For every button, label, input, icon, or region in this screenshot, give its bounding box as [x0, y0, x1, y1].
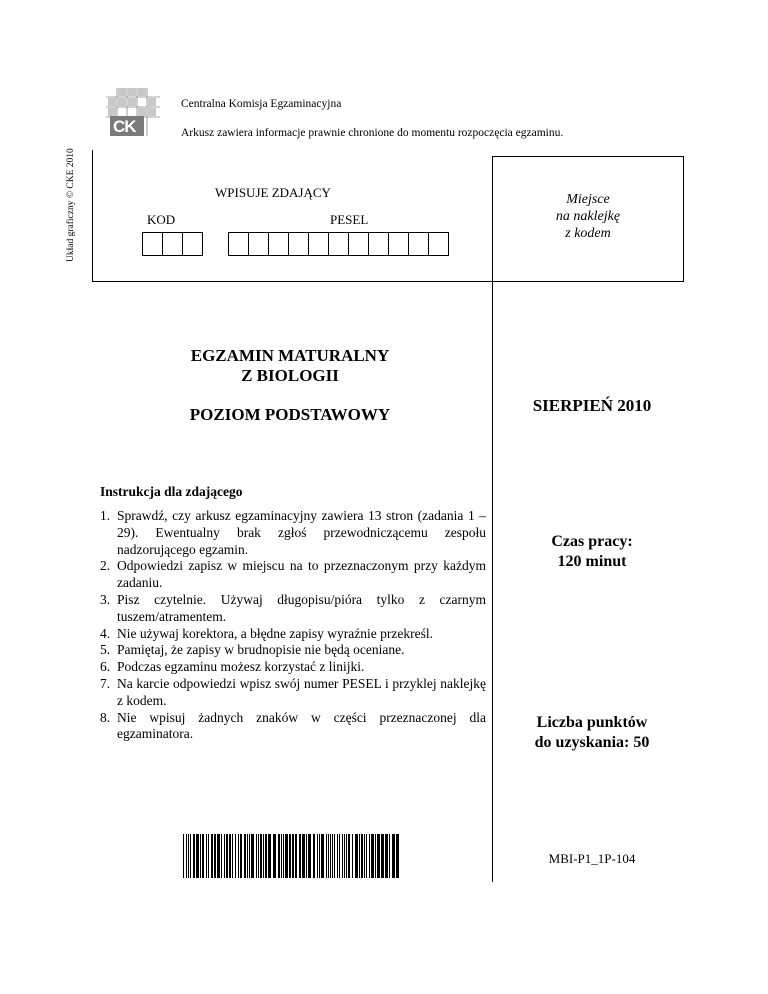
exam-time: Czas pracy: 120 minut: [551, 533, 633, 570]
pesel-box[interactable]: [288, 232, 309, 256]
pesel-box[interactable]: [248, 232, 269, 256]
exam-level: POZIOM PODSTAWOWY: [189, 405, 391, 424]
pesel-box[interactable]: [368, 232, 389, 256]
pesel-box[interactable]: [388, 232, 409, 256]
instruction-item: 1. Sprawdź, czy arkusz egzaminacyjny zawiera 13 stron (zadania 1 – 29). Ewentualny brak zgłoś przewodniczącemu zespołu nadzorującego egzamin.: [100, 508, 486, 557]
candidate-heading: WPISUJE ZDAJĄCY: [215, 185, 331, 200]
column-divider: [492, 282, 493, 882]
barcode: [183, 834, 399, 878]
exam-code: MBI-P1_1P-104: [548, 851, 636, 866]
kod-box[interactable]: [182, 232, 203, 256]
header-divider: [92, 281, 684, 282]
instruction-item: 7. Na karcie odpowiedzi wpisz swój numer PESEL i przyklej naklejkę z kodem.: [100, 675, 486, 708]
sticker-label: Miejsce na naklejkę z kodem: [555, 192, 621, 241]
instructions-heading: Instrukcja dla zdającego: [100, 484, 243, 499]
pesel-box[interactable]: [268, 232, 289, 256]
instruction-item: 6. Podczas egzaminu możesz korzystać z linijki.: [100, 659, 365, 675]
left-divider: [92, 150, 93, 282]
kod-label: KOD: [147, 212, 176, 227]
instruction-item: 5. Pamiętaj, że zapisy w brudnopisie nie będą oceniane.: [100, 642, 405, 658]
pesel-box[interactable]: [408, 232, 429, 256]
pesel-box[interactable]: [328, 232, 349, 256]
confidentiality-notice: Arkusz zawiera informacje prawnie chronione do momentu rozpoczęcia egzaminu.: [181, 127, 564, 139]
exam-points: Liczba punktów do uzyskania: 50: [534, 714, 650, 751]
side-copyright: Układ graficzny © CKE 2010: [66, 148, 76, 262]
instruction-item: 8. Nie wpisuj żadnych znaków w części przeznaczonej dla egzaminatora.: [100, 709, 486, 742]
exam-session: SIERPIEŃ 2010: [532, 396, 652, 415]
pesel-box[interactable]: [308, 232, 329, 256]
cke-logo: [104, 86, 162, 138]
instructions-list: [100, 508, 486, 743]
pesel-box[interactable]: [348, 232, 369, 256]
pesel-label: PESEL: [330, 212, 369, 227]
institution-name: Centralna Komisja Egzaminacyjna: [181, 98, 342, 110]
exam-title: EGZAMIN MATURALNY Z BIOLOGII: [190, 346, 390, 385]
kod-box[interactable]: [162, 232, 183, 256]
kod-field[interactable]: [143, 232, 203, 256]
pesel-box[interactable]: [228, 232, 249, 256]
pesel-box[interactable]: [428, 232, 449, 256]
instruction-item: 4. Nie używaj korektora, a błędne zapisy wyraźnie przekreśl.: [100, 625, 433, 641]
logo-text: CK: [113, 117, 136, 136]
instruction-item: 3. Pisz czytelnie. Używaj długopisu/pióra tylko z czarnym tuszem/atramentem.: [100, 591, 486, 624]
sticker-box: [492, 156, 684, 282]
instruction-item: 2. Odpowiedzi zapisz w miejscu na to przeznaczonym przy każdym zadaniu.: [100, 558, 486, 591]
kod-box[interactable]: [142, 232, 163, 256]
pesel-field[interactable]: [229, 232, 449, 256]
